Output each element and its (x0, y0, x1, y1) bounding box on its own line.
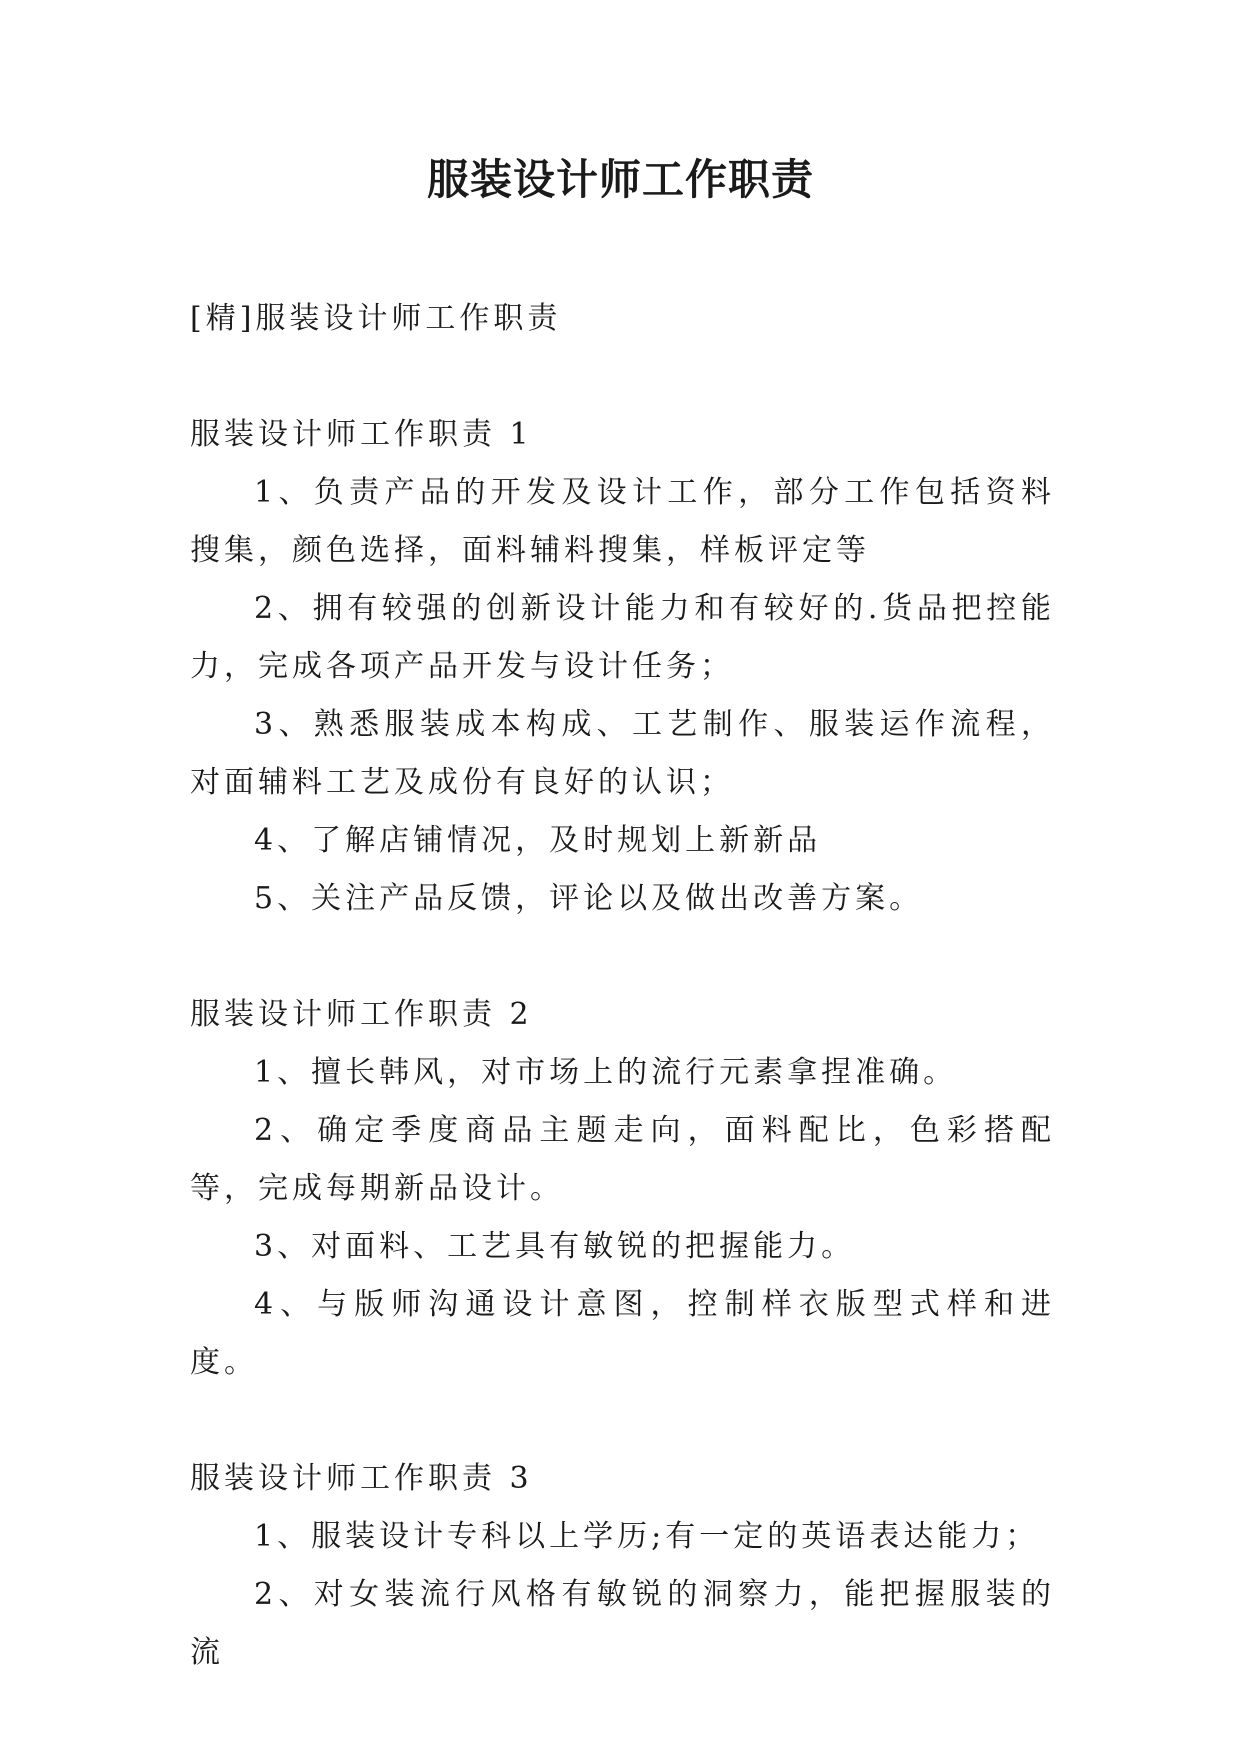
list-item: 2、确定季度商品主题走向，面料配比，色彩搭配等，完成每期新品设计。 (190, 1113, 1055, 1206)
document-subtitle: [精]服装设计师工作职责 (190, 301, 562, 336)
list-item: 1、擅长韩风，对市场上的流行元素拿捏准确。 (254, 1055, 958, 1090)
list-item: 4、与版师沟通设计意图，控制样衣版型式样和进度。 (190, 1287, 1055, 1380)
section-heading: 服装设计师工作职责 1 (190, 417, 533, 452)
list-item: 2、对女装流行风格有敏锐的洞察力，能把握服装的流 (190, 1577, 1055, 1670)
section-1 (190, 406, 1055, 928)
list-item: 3、对面料、工艺具有敏锐的把握能力。 (254, 1229, 856, 1264)
list-item: 1、服装设计专科以上学历;有一定的英语表达能力； (254, 1519, 1040, 1554)
list-item: 2、拥有较强的创新设计能力和有较好的.货品把控能力，完成各项产品开发与设计任务； (190, 591, 1055, 684)
list-item: 5、关注产品反馈，评论以及做出改善方案。 (254, 881, 924, 916)
section-heading: 服装设计师工作职责 2 (190, 997, 533, 1032)
section-2 (190, 986, 1055, 1392)
list-item: 1、负责产品的开发及设计工作，部分工作包括资料搜集，颜色选择，面料辅料搜集，样板评定等 (190, 475, 1055, 568)
section-3 (190, 1450, 1055, 1682)
list-item: 3、熟悉服装成本构成、工艺制作、服装运作流程，对面辅料工艺及成份有良好的认识； (190, 707, 1055, 800)
document-body (190, 290, 1055, 1740)
list-item: 4、了解店铺情况，及时规划上新新品 (254, 823, 822, 858)
section-heading: 服装设计师工作职责 3 (190, 1461, 533, 1496)
document-title: 服装设计师工作职责 (426, 155, 814, 204)
